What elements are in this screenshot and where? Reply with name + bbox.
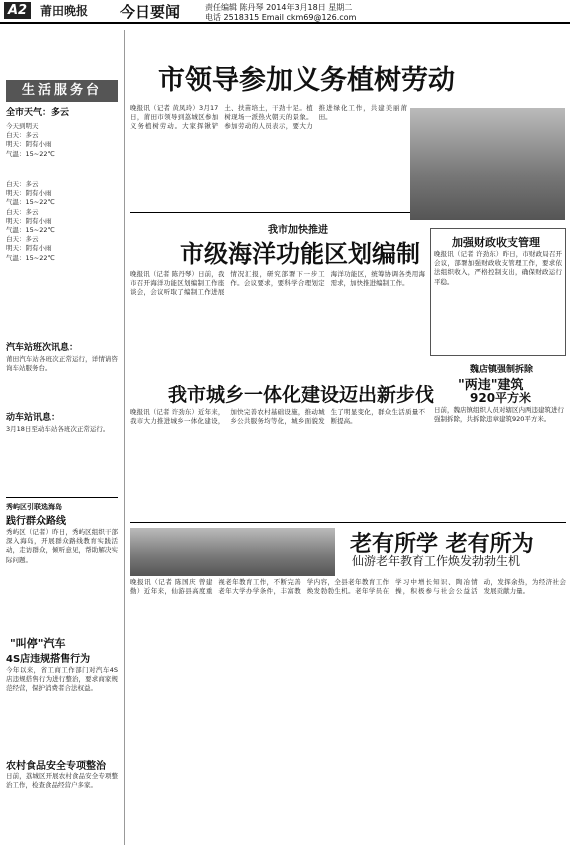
weather-title: 全市天气：多云 [6,108,70,118]
page-title: 今日要闻 [120,3,181,21]
right-sub-title: "两违"建筑 [458,378,524,393]
tree-planting-photo [410,108,565,220]
train-title: 动车站讯息： [6,413,61,423]
story2-kicker: 我市加快推进 [268,225,328,236]
newspaper-brand: 莆田晚报 [40,4,89,18]
right-sub-text: 日前，魏店镇组织人员对辖区内两违建筑进行强制拆除，共拆除违章建筑920平方米。 [434,406,564,424]
story2-title2: 4S店违规搭售行为 [6,654,91,665]
sidebar-divider [6,497,118,498]
masthead-rule [0,22,570,24]
bus-text: 莆田汽车站各班次正常运行，详情请咨询车站服务台。 [6,355,118,373]
story1-text: 秀屿区（记者）昨日，秀屿区组织干部深入海岛，开展群众路线教育实践活动，走访群众，倾听意见，帮助解决实际问题。 [6,528,118,564]
right-box-title: 加强财政收支管理 [452,236,540,249]
story2-text: 今年以来，省工商工作部门对汽车4S店违规搭售行为进行整治，要求商家规范经营，保护消费者合法权益。 [6,666,118,693]
story3-text: 日前，荔城区开展农村食品安全专项整治工作，检查食品经营户多家。 [6,772,118,790]
story2-text: 晚报讯（记者 陈丹琴）日前，我市召开海洋功能区划编制工作座谈会，会议听取了编制工作进展情况汇报，研究部署下一步工作。会议要求，要科学合理划定海洋功能区，统筹协调各类用海需求，加快推进编制工作。 [130,270,425,297]
sidebar-vertical-rule [124,30,125,845]
story4-headline: 老有所学 老有所为 [350,532,534,557]
weather-section [6,105,118,182]
story1-title: 践行群众路线 [6,516,66,527]
section-number: A2 [4,2,31,19]
right-sub-area: 920平方米 [470,391,532,405]
right-box-text: 晚报讯（记者 许劲东）昨日，市财政局召开会议，部署加强财政收支管理工作，要求依法组织收入，严格控制支出，确保财政运行平稳。 [434,250,562,286]
story4-text: 晚报讯（记者 陈国庆 曾建勤）近年来，仙游县高度重视老年教育工作，不断完善老年大学办学条件，丰富教学内容，全县老年教育工作焕发勃勃生机。老年学员在学习中增长知识、陶冶情操，积极参与社会公益活动，发挥余热，为经济社会发展贡献力量。 [130,578,566,596]
story3-headline: 我市城乡一体化建设迈出新步伐 [168,384,435,406]
story4-top-rule [130,522,566,523]
top-story-text: 晚报讯（记者 黄凤玲）3月17日，莆田市领导到荔城区参加义务植树劳动。大家挥锹铲土、扶苗培土，干劲十足。植树现场一派热火朝天的景象。参加劳动的人员表示，要大力推进绿化工作，共建美丽莆田。 [130,104,407,131]
story2-title: "叫停"汽车 [10,637,66,650]
weather-forecast-list: 白天：多云 明天：阴有小雨 气温：15~22℃ 白天：多云 明天：阴有小雨 气温：15~22℃ 白天：多云 明天：阴有小雨 气温：15~22℃ [6,180,55,262]
top-story-headline: 市领导参加义务植树劳动 [158,65,455,96]
story2-top-rule [130,212,410,213]
sidebar-header: 生活服务台 [6,80,118,102]
bus-title: 汽车站班次讯息： [6,343,79,353]
masthead-info: 责任编辑 陈丹琴 2014年3月18日 星期二 电话 2518315 Email ckm69@126.com [205,3,357,22]
right-sub-head: 魏店镇强制拆除 [470,365,534,375]
story1-head: 秀屿区引联选海岛 [6,503,62,511]
story4-subhead: 仙游老年教育工作焕发勃勃生机 [352,554,521,568]
story2-headline: 市级海洋功能区划编制 [180,240,420,268]
weather-text: 今天到明天 白天：多云 明天：阴有小雨 气温：15~22℃ [6,122,55,158]
story3-text: 晚报讯（记者 许劲东）近年来，我市大力推进城乡一体化建设，加快完善农村基础设施，推动城乡公共服务均等化，城乡面貌发生了明显变化，群众生活质量不断提高。 [130,408,425,426]
train-text: 3月18日至动车站各班次正常运行。 [6,425,110,433]
story3-title: 农村食品安全专项整治 [6,761,106,772]
elderly-education-photo [130,528,335,576]
